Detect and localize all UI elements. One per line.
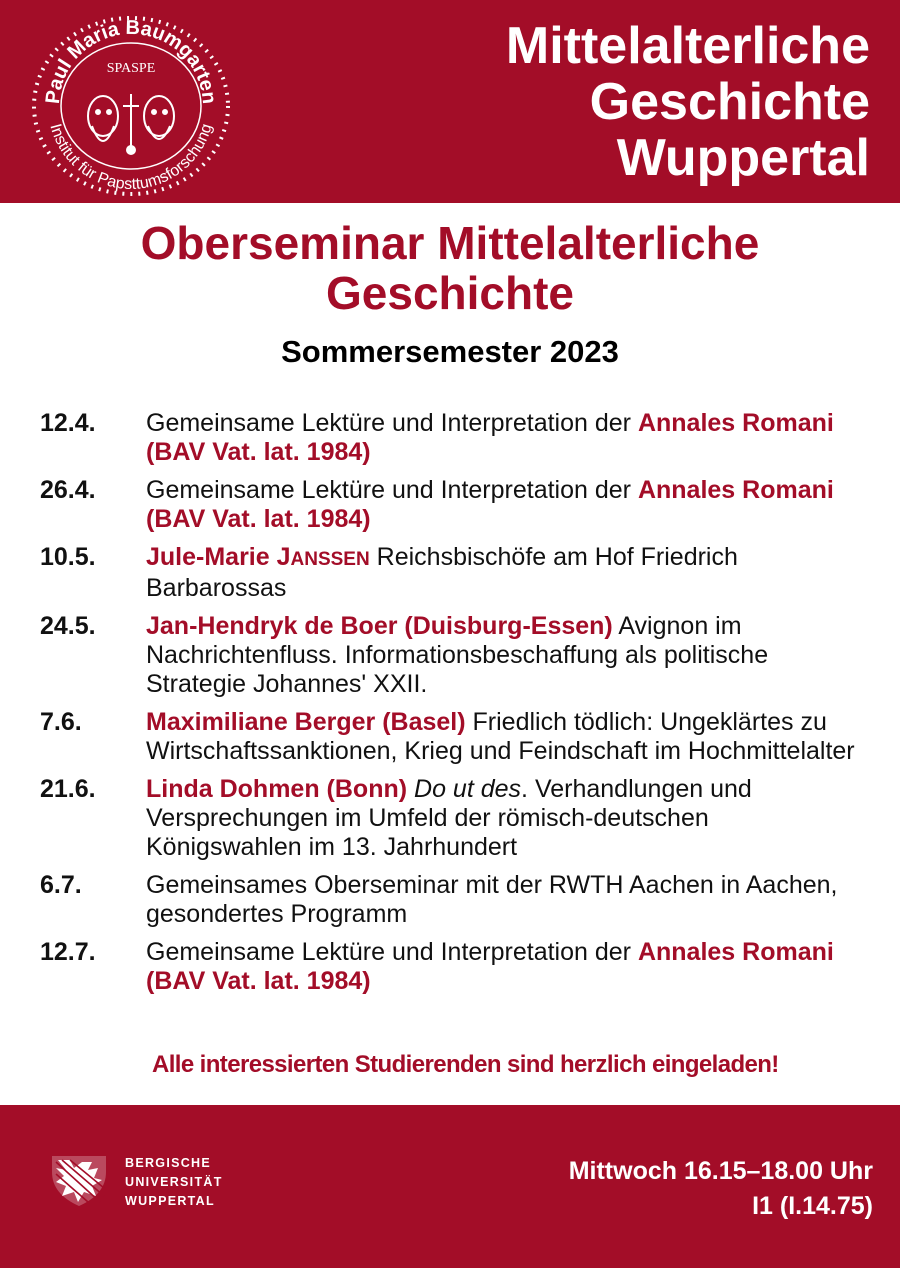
entry-title-italic: Do ut des (414, 775, 522, 803)
university-name (125, 1154, 223, 1211)
entry-date: 24.5. (40, 612, 96, 640)
entry-title: Reichsbischöfe am Hof Friedrich Barbarossas (146, 543, 738, 602)
schedule-entry (40, 708, 870, 766)
entry-text: Gemeinsame Lektüre und Interpretation der (146, 938, 638, 966)
seminar-title-line: Oberseminar Mittelalterliche (140, 217, 760, 269)
entry-date: 12.4. (40, 409, 96, 437)
entry-source: Annales Romani (BAV Vat. lat. 1984) (146, 938, 834, 995)
speaker-surname-smallcaps: ANSSEN (290, 549, 370, 570)
entry-speaker: Jan-Hendryk de Boer (Duisburg-Essen) (146, 612, 613, 640)
university-name-line: WUPPERTAL (125, 1194, 215, 1208)
entry-date: 26.4. (40, 476, 96, 504)
invitation-text: Alle interessierten Studierenden sind herzlich eingeladen! (152, 1051, 779, 1078)
seal-inner-text: SPASPE (106, 61, 156, 76)
speaker-name-part: Jule-Marie J (146, 543, 291, 571)
entry-source: Annales Romani (BAV Vat. lat. 1984) (146, 409, 834, 466)
heraldic-lion-icon (48, 1150, 110, 1208)
entry-text: Gemeinsame Lektüre und Interpretation der (146, 476, 638, 504)
seal-ring-bottom-text: Institut für Papsttumsforschung (46, 121, 216, 194)
schedule-entry (40, 871, 870, 929)
entry-source: Annales Romani (BAV Vat. lat. 1984) (146, 476, 834, 533)
semester-label: Sommersemester 2023 (281, 334, 619, 369)
schedule-entry (40, 938, 870, 996)
entry-text: Gemeinsame Lektüre und Interpretation der (146, 409, 638, 437)
entry-speaker: Maximiliane Berger (Basel) (146, 708, 466, 736)
schedule-list (40, 409, 870, 1005)
footer-banner (0, 1105, 900, 1268)
schedule-entry (40, 409, 870, 467)
meeting-info (569, 1154, 873, 1224)
seminar-title-line: Geschichte (326, 267, 574, 319)
header-banner (0, 0, 900, 203)
institute-title-line: Geschichte (589, 73, 870, 131)
entry-date: 21.6. (40, 775, 96, 803)
entry-title: Friedlich tödlich: Ungeklärtes zu Wirtschaftssanktionen, Krieg und Feindschaft im Hochmittelalter (146, 708, 855, 765)
entry-text: Gemeinsames Oberseminar mit der RWTH Aachen in Aachen, gesondertes Programm (146, 871, 838, 928)
schedule-entry (40, 476, 870, 534)
seminar-title (0, 218, 900, 318)
schedule-entry (40, 612, 870, 699)
institute-title-line: Wuppertal (616, 129, 870, 187)
seal-ring-top-text: Paul Maria Baumgarten (41, 16, 221, 105)
entry-speaker (146, 543, 370, 571)
institute-title-line: Mittelalterliche (505, 17, 870, 75)
entry-date: 7.6. (40, 708, 82, 736)
institute-title (506, 18, 870, 186)
entry-title: . Verhandlungen und Versprechungen im Umfeld der römisch-deutschen Königswahlen im 13. Jahrhundert (146, 775, 752, 861)
meeting-time: Mittwoch 16.15–18.00 Uhr (568, 1157, 873, 1185)
apostle-heads-icon (88, 94, 174, 154)
entry-date: 12.7. (40, 938, 96, 966)
university-name-line: BERGISCHE (125, 1156, 212, 1170)
schedule-entry (40, 543, 870, 603)
entry-date: 6.7. (40, 871, 82, 899)
university-name-line: UNIVERSITÄT (125, 1175, 223, 1189)
entry-speaker: Linda Dohmen (Bonn) (146, 775, 408, 803)
meeting-room: I1 (I.14.75) (752, 1192, 873, 1220)
papal-seal-icon (30, 14, 232, 198)
entry-title: Avignon im Nachrichtenfluss. Informationsbeschaffung als politische Strategie Johannes' XXII. (146, 612, 769, 698)
schedule-entry (40, 775, 870, 862)
entry-date: 10.5. (40, 543, 96, 571)
